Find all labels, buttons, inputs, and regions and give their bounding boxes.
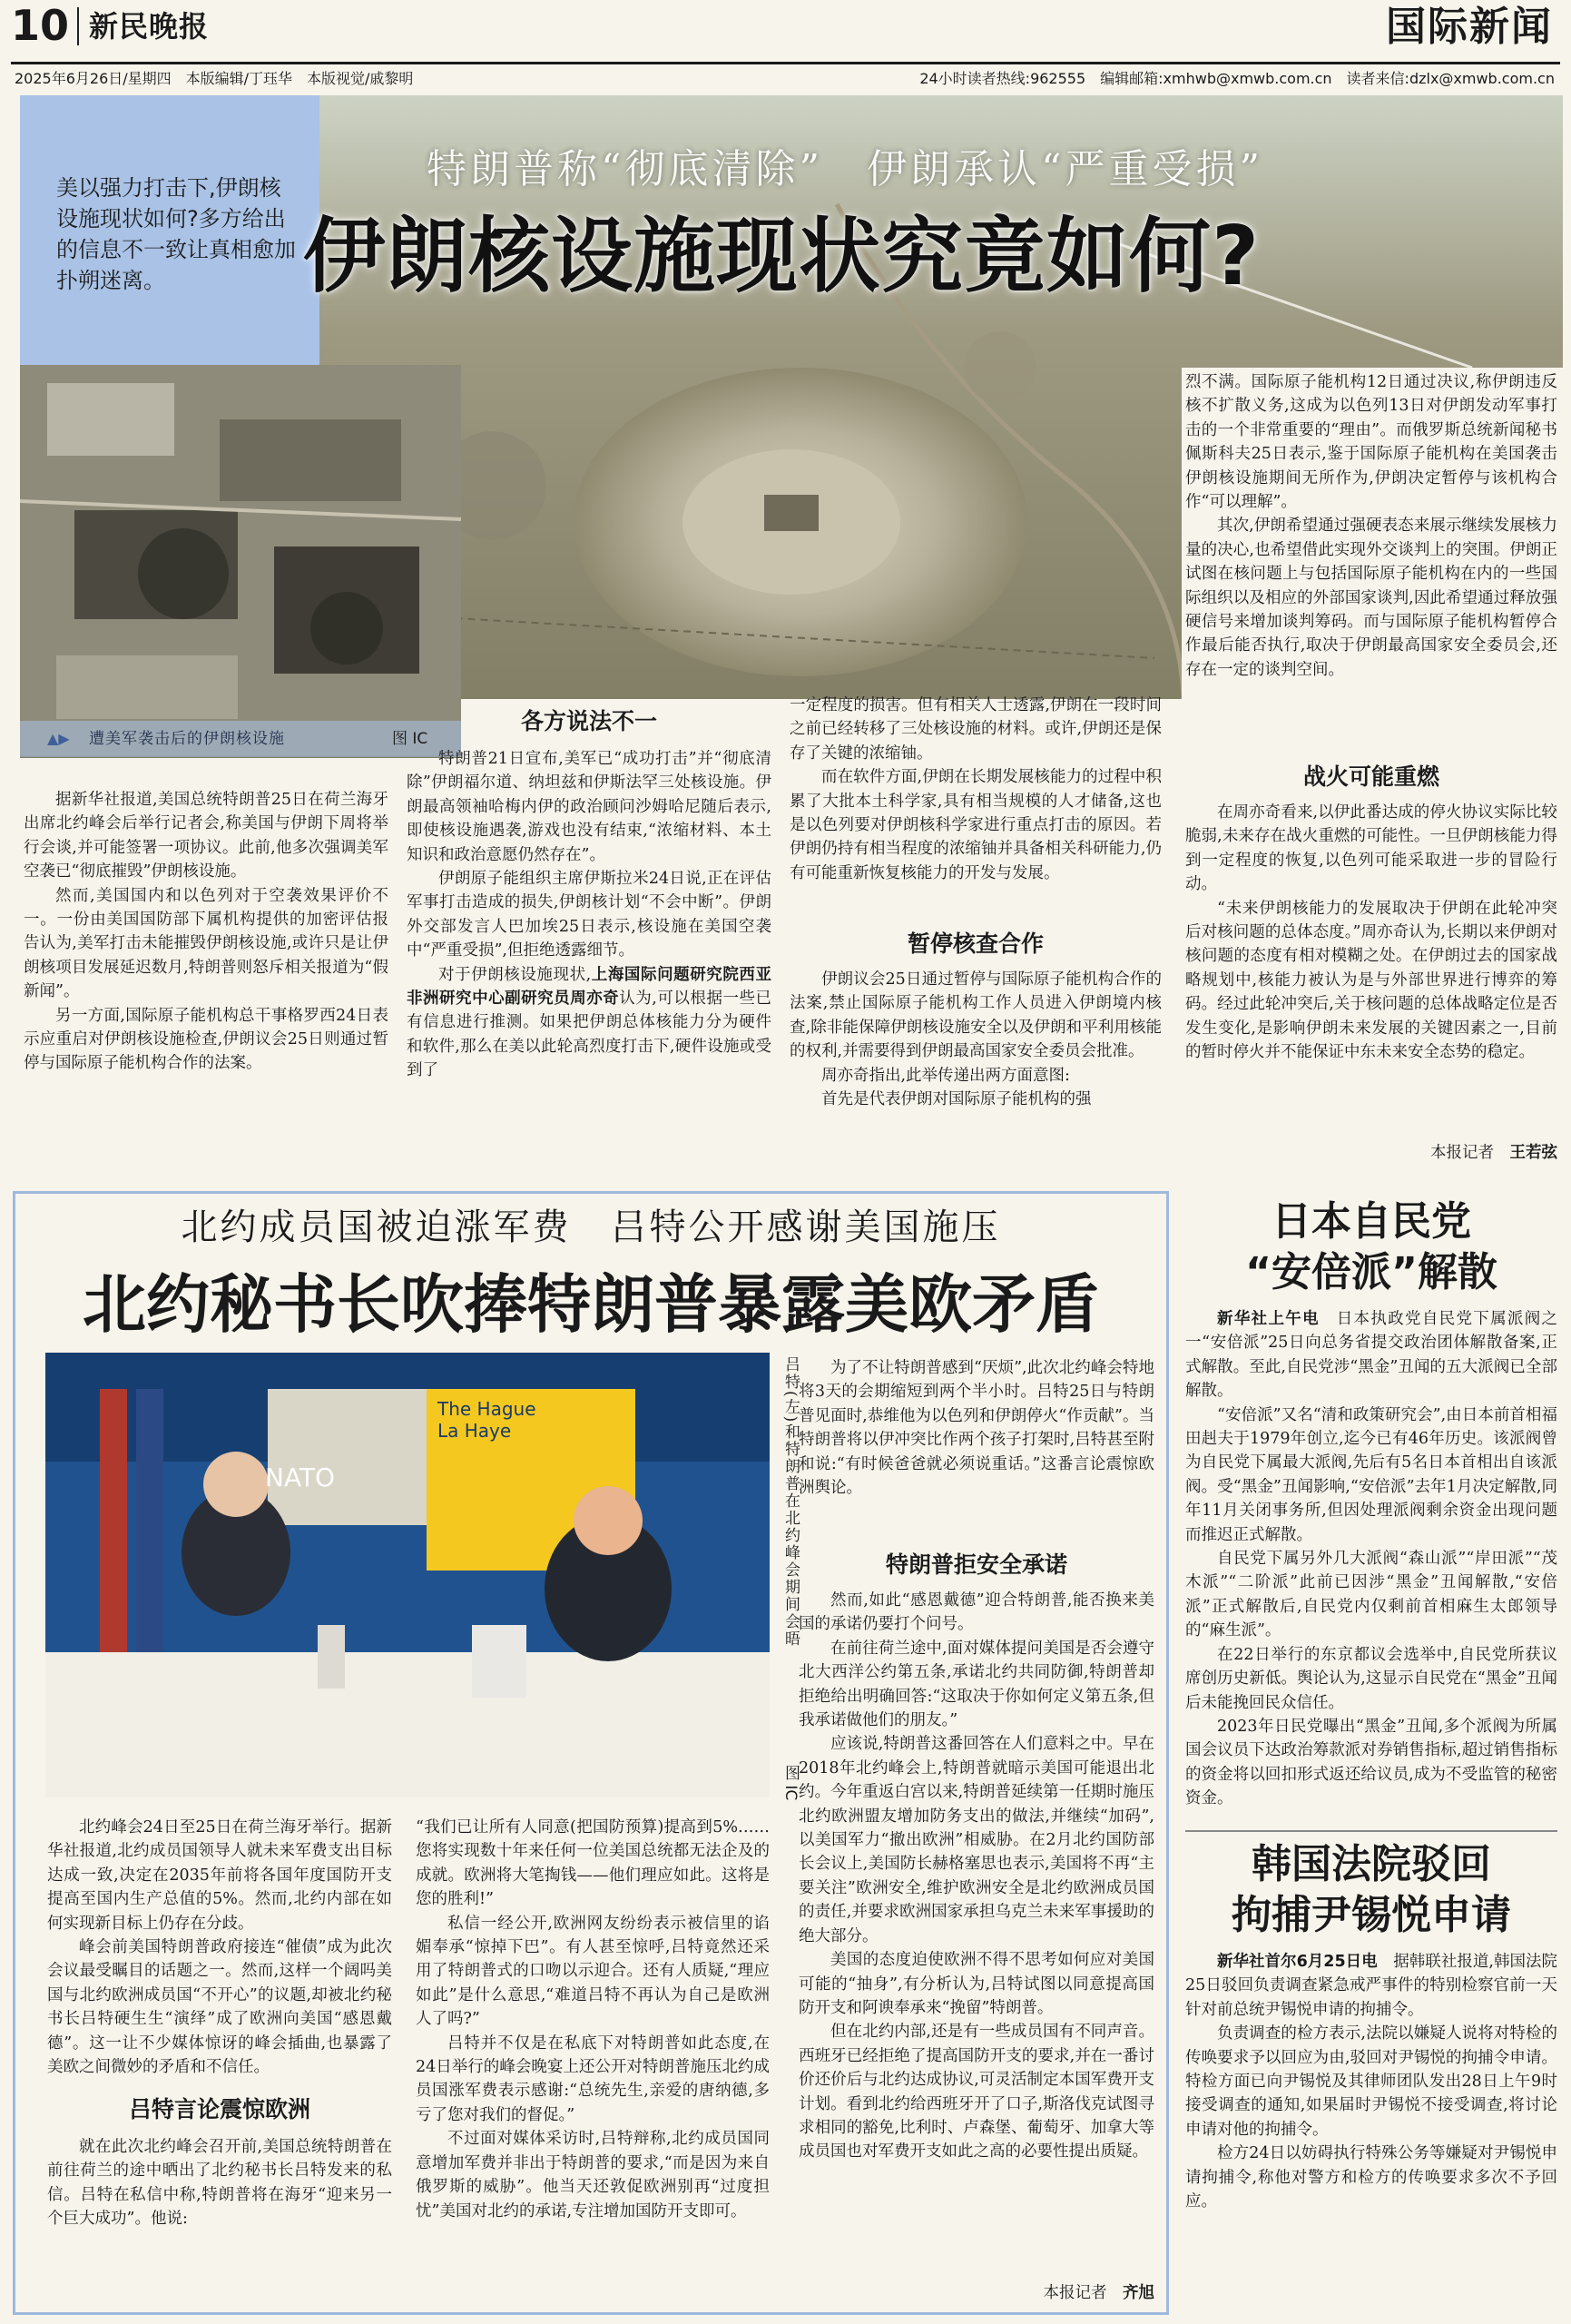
iran-col4 — [1185, 370, 1557, 757]
iran-col4b — [1185, 801, 1557, 1140]
dateline: 2025年6月26日/星期四 本版编辑/丁珏华 本版视觉/戚黎明 — [15, 70, 414, 87]
photo-credit: 图 IC — [392, 730, 428, 748]
paragraph: 其次,伊朗希望通过强硬表态来展示继续发展核力量的决心,也希望借此实现外交谈判上的突围。伊朗正试图在核问题上与包括国际原子能机构在内的一些国际组织以及相应的外部国家谈判,因此希望通过释放强硬信号来增加谈判筹码。而与国际原子能机构暂停合作最后能否执行,取决于伊朗最高国家安全委员会,还存在一定的谈判空间。 — [1185, 517, 1557, 679]
paragraph: 周亦奇指出,此举传递出两方面意图: — [821, 1066, 1070, 1085]
masthead-divider — [77, 7, 79, 45]
page-number: 10 — [11, 1, 70, 50]
paragraph: 吕特并不仅是在私底下对特朗普如此态度,在24日举行的峰会晚宴上还公开对特朗普施压北约成员国涨军费表示感谢:“总统先生,亲爱的唐纳德,多亏了您对我们的督促。” — [416, 2034, 770, 2124]
paragraph: 但在北约内部,还是有一些成员国有不同声音。西班牙已经拒绝了提高国防开支的要求,并在一番讨价还价后与北约达成协议,可灵活制定本国军费开支计划。看到北约给西班牙开了口子,斯洛伐克试图寻求相同的豁免,比利时、卢森堡、葡萄牙、加拿大等成员国也对军费开支如此之高的必要性提出质疑。 — [799, 2023, 1154, 2162]
paragraph: 新华社上午电 日本执政党自民党下属派阀之一“安倍派”25日向总务省提交政治团体解散备案,正式解散。至此,自民党涉“黑金”丑闻的五大派阀已全部解散。 — [1185, 1310, 1557, 1401]
korea-headline-1: 韩国法院驳回 — [1252, 1841, 1491, 1887]
nato-headline: 北约秘书长吹捧特朗普暴露美欧矛盾 — [83, 1267, 1099, 1342]
paragraph: 在周亦奇看来,以伊此番达成的停火协议实际比较脆弱,未来存在战火重燃的可能性。一旦伊朗核能力得到一定程度的恢复,以色列可能采取进一步的冒险行动。 — [1185, 803, 1557, 894]
paragraph: 检方24日以妨碍执行特殊公务等嫌疑对尹锡悦申请拘捕令,称他对警方和检方的传唤要求多次不予回应。 — [1185, 2144, 1557, 2211]
paragraph: “我们已让所有人同意(把国防预算)提高到5%……您将实现数十年来任何一位美国总统都无法企及的成就。欧洲将大笔掏钱——他们理应如此。这将是您的胜利!” — [416, 1818, 770, 1909]
paragraph: 伊朗原子能组织主席伊斯拉米24日说,正在评估军事打击造成的损失,伊朗核计划“不会中断”。伊朗外交部发言人巴加埃25日表示,核设施在美国空袭中“严重受损”,但拒绝透露细节。 — [407, 870, 771, 960]
nato-photo-credit: 图 IC — [781, 1765, 800, 1801]
paragraph: 新华社首尔6月25日电 据韩联社报道,韩国法院25日驳回负责调查紧急戒严事件的特别检察官前一天针对前总统尹锡悦申请的拘捕令。 — [1185, 1953, 1557, 2019]
iran-col3b — [790, 968, 1162, 1169]
paragraph: 另一方面,国际原子能机构总干事格罗西24日表示应重启对伊朗核设施检查,伊朗议会25日则通过暂停与国际原子能机构合作的法案。 — [24, 1006, 388, 1073]
paragraph: 峰会前美国特朗普政府接连“催债”成为此次会议最受瞩目的话题之一。然而,这样一个阔吗美国与北约欧洲成员国“不开心”的议题,却被北约秘书长吕特硬生生“演绎”成了欧洲向美国“感恩戴德”。这一让不少媒体惊讶的峰会插曲,也暴露了美欧之间微妙的矛盾和不信任。 — [47, 1938, 392, 2077]
paragraph: 就在此次北约峰会召开前,美国总统特朗普在前往荷兰的途中晒出了北约秘书长吕特发来的私信。吕特在私信中称,特朗普将在海牙“迎来另一个巨大成功”。他说: — [47, 2138, 392, 2229]
paragraph: 应该说,特朗普这番回答在人们意料之中。早在2018年北约峰会上,特朗普就暗示美国可能退出北约。今年重返白宫以来,特朗普延续第一任期时施压北约欧洲盟友增加防务支出的做法,并继续“加码”,以美国军力“撤出欧洲”相威胁。在2月北约国防部长会议上,美国防长赫格塞思也表示,美国将不再“主要关注”欧洲安全,维护欧洲安全是北约欧洲成员国的责任,并要求欧洲国家承担乌克兰未来军事援助的绝大部分。 — [799, 1735, 1154, 1945]
paragraph: 首先是代表伊朗对国际原子能机构的强 — [821, 1090, 1092, 1109]
paragraph: 然而,美国国内和以色列对于空袭效果评价不一。一份由美国国防部下属机构提供的加密评估报告认为,美军打击未能摧毁伊朗核设施,或许只是让伊朗核项目发展延迟数月,特朗普则怒斥相关报道为“假新闻”。 — [24, 886, 388, 1001]
iran-col1 — [24, 788, 388, 1169]
nato-col3b — [799, 1589, 1154, 2280]
paragraph: 一定程度的损害。但有相关人士透露,伊朗在一段时间之前已经转移了三处核设施的材料。或许,伊朗还是保存了关键的浓缩铀。 — [790, 696, 1162, 763]
subhead-suspend-inspection: 暂停核查合作 — [907, 931, 1044, 957]
korea-body — [1185, 1950, 1557, 2317]
reader-hotline: 24小时读者热线:962555 编辑邮箱:xmhwb@xmwb.com.cn 读者来信:dzlx@xmwb.com.cn — [919, 70, 1555, 87]
iran-col2 — [407, 747, 771, 1169]
damaged-facility-image — [20, 365, 461, 755]
inset-photo — [20, 365, 461, 755]
nato-col2 — [416, 1816, 770, 2299]
paragraph: “未来伊朗核能力的发展取决于伊朗在此轮冲突后对核问题的总体态度。”周亦奇认为,长期以来伊朗对核问题的态度有相对模糊之处。在伊朗过去的国家战略规划中,核能力被认为是与外部世界进行博弈的筹码。经过此轮冲突后,关于核问题的总体战略定位是否发生变化,是影响伊朗未来发展的关键因素之一,目前的暂时停火并不能保证中东未来安全态势的稳定。 — [1185, 899, 1557, 1062]
iran-kicker: 特朗普称“彻底清除” 伊朗承认“严重受损” — [427, 146, 1263, 192]
nato-col3 — [799, 1356, 1154, 1545]
iran-byline: 本报记者 王若弦 — [1430, 1144, 1557, 1162]
nato-kicker: 北约成员国被迫涨军费 吕特公开感谢美国施压 — [181, 1206, 1001, 1248]
paragraph: 在前往荷兰途中,面对媒体提问美国是否会遵守北大西洋公约第五条,承诺北约共同防御,特朗普却拒绝给出明确回答:“这取决于你如何定义第五条,但我承诺做他们的朋友。” — [799, 1639, 1154, 1730]
paragraph: 烈不满。国际原子能机构12日通过决议,称伊朗违反核不扩散义务,这成为以色列13日对伊朗发动军事打击的一个非常重要的“理由”。而俄罗斯总统新闻秘书佩斯科夫25日表示,鉴于国际原子能机构在美国袭击伊朗核设施期间无所作为,伊朗决定暂停与该机构合作“可以理解”。 — [1185, 373, 1557, 512]
paragraph: 私信一经公开,欧洲网友纷纷表示被信里的谄媚奉承“惊掉下巴”。有人甚至惊呼,吕特竟然还采用了特朗普式的口吻以示迎合。还有人质疑,“理应如此”是什么意思,“难道吕特不再认为自己是欧洲人了吗?” — [416, 1914, 770, 2029]
caption-arrows-icon: ▲▶ — [47, 730, 70, 747]
iran-col3 — [790, 694, 1162, 939]
japan-body — [1185, 1307, 1557, 1825]
paragraph: 北约峰会24日至25日在荷兰海牙举行。据新华社报道,北约成员国领导人就未来军费支出目标达成一致,决定在2035年前将各国年度国防开支提高至国内生产总值的5%。然而,北约内部在如何实现新目标上仍存在分歧。 — [47, 1818, 392, 1933]
paragraph: 不过面对媒体采访时,吕特辩称,北约成员国同意增加军费并非出于特朗普的要求,“而是因为来自俄罗斯的威胁”。他当天还敦促欧洲别再“过度担忧”美国对北约的承诺,专注增加国防开支即可。 — [416, 2130, 770, 2221]
paragraph: 为了不让特朗普感到“厌烦”,此次北约峰会特地将3天的会期缩短到两个半小时。吕特25日与特朗普见面时,恭维他为以色列和伊朗停火“作贡献”。当特朗普将以伊冲突比作两个孩子打架时,吕特甚至附和说:“有时候爸爸就必须说重话。”这番言论震惊欧洲舆论。 — [799, 1359, 1154, 1498]
backdrop-text: The Hague La Haye — [437, 1398, 536, 1442]
subhead-rutte-shocks-europe: 吕特言论震惊欧洲 — [128, 2096, 310, 2122]
subhead-trump-refuses-commitment: 特朗普拒安全承诺 — [885, 1551, 1067, 1578]
subhead-war-may-resume: 战火可能重燃 — [1302, 763, 1439, 790]
paper-name: 新民晚报 — [89, 9, 210, 44]
paragraph: 然而,如此“感恩戴德”迎合特朗普,能否换来美国的承诺仍要打个问号。 — [799, 1591, 1154, 1634]
iran-headline: 伊朗核设施现状究竟如何? — [303, 209, 1261, 304]
paragraph: 美国的态度迫使欧洲不得不思考如何应对美国可能的“抽身”,有分析认为,吕特试图以同意提高国防开支和阿谀奉承来“挽留”特朗普。 — [799, 1951, 1154, 2017]
paragraph: 据新华社报道,美国总统特朗普25日在荷兰海牙出席北约峰会后举行记者会,称美国与伊朗下周将举行会谈,并可能签署一项协议。此前,他多次强调美军空袭已“彻底摧毁”伊朗核设施。 — [24, 791, 388, 881]
paragraph: 对于伊朗核设施现状,上海国际问题研究院西亚非洲研究中心副研究员周亦奇认为,可以根据一些已有信息进行推测。如果把伊朗总体核能力分为硬件和软件,那么在美以此轮高烈度打击下,硬件设施或受到了 — [407, 965, 771, 1080]
paragraph: 在22日举行的东京都议会选举中,自民党所获议席创历史新低。舆论认为,这显示自民党在“黑金”丑闻后未能挽回民众信任。 — [1185, 1645, 1557, 1712]
meeting-image — [45, 1353, 770, 1797]
japan-headline-2: “安倍派”解散 — [1245, 1249, 1497, 1295]
paragraph: 自民党下属另外几大派阀“森山派”“岸田派”“茂木派”“二阶派”此前已因涉“黑金”丑闻解散,“安倍派”正式解散后,自民党内仅剩前首相麻生太郎领导的“麻生派”。 — [1185, 1550, 1557, 1640]
deck-text: 美以强力打击下,伊朗核设施现状如何?多方给出的信息不一致让真相愈加扑朔迷离。 — [56, 175, 296, 293]
masthead-rule — [11, 62, 1560, 64]
japan-headline-1: 日本自民党 — [1272, 1198, 1471, 1245]
nato-byline: 本报记者 齐旭 — [1043, 2284, 1154, 2302]
japan-korea-divider — [1185, 1830, 1557, 1832]
nato-col1 — [47, 1816, 392, 2090]
nato-photo — [45, 1353, 770, 1797]
nato-photo-caption: 吕特(左)和特朗普在北约峰会期间会晤 — [781, 1356, 800, 1649]
paragraph: 2023年日民党曝出“黑金”丑闻,多个派阀为所属国会议员下达政治筹款派对券销售指标,超过销售指标的资金将以回扣形式返还给议员,成为不受监管的秘密资金。 — [1185, 1717, 1557, 1808]
nato-logo-text: NATO — [265, 1462, 336, 1492]
paragraph: 而在软件方面,伊朗在长期发展核能力的过程中积累了大批本土科学家,具有相当规模的人才储备,这也是以色列要对伊朗核科学家进行重点打击的原因。若伊朗仍持有相当程度的浓缩铀并具备相关科研能力,仍有可能重新恢复核能力的开发与发展。 — [790, 768, 1162, 882]
paragraph: “安倍派”又名“清和政策研究会”,由日本前首相福田赳夫于1979年创立,迄今已有46年历史。该派阀曾为自民党下属最大派阀,先后有5名日本首相出自该派阀。受“黑金”丑闻影响,“安倍派”去年1月决定解散,同年11月关闭事务所,但因处理派阀剩余资金出现问题而推迟正式解散。 — [1185, 1405, 1557, 1544]
nato-col1b — [47, 2135, 392, 2299]
korea-headline-2: 拘捕尹锡悦申请 — [1232, 1892, 1511, 1938]
paragraph: 特朗普21日宣布,美军已“成功打击”并“彻底清除”伊朗福尔道、纳坦兹和伊斯法罕三处核设施。伊朗最高领袖哈梅内伊的政治顾问沙姆哈尼随后表示,即使核设施遇袭,游戏也没有结束,“浓缩材料、本土知识和政治意愿仍然存在”。 — [407, 750, 771, 864]
paragraph: 伊朗议会25日通过暂停与国际原子能机构合作的法案,禁止国际原子能机构工作人员进入伊朗境内核查,除非能保障伊朗核设施安全以及伊朗和平利用核能的权利,并需要得到伊朗最高国家安全委员会批准。 — [790, 970, 1162, 1061]
subhead-conflicting-claims: 各方说法不一 — [520, 708, 657, 734]
paragraph: 负责调查的检方表示,法院以嫌疑人说将对特检的传唤要求予以回应为由,驳回对尹锡悦的拘捕令申请。特检方面已向尹锡悦及其律师团队发出28日上午9时接受调查的通知,如果届时尹锡悦不接受调查,将讨论申请对他的拘捕令。 — [1185, 2024, 1557, 2139]
photo-caption: 遭美军袭击后的伊朗核设施 — [89, 730, 285, 748]
section-title: 国际新闻 — [1386, 4, 1553, 50]
